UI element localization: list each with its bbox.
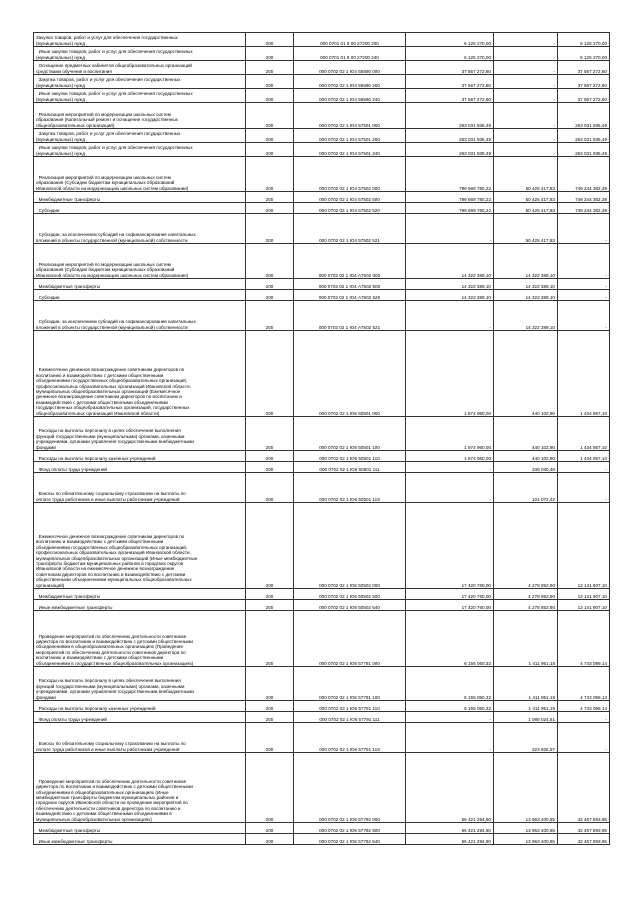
row-unexecuted-amount: 6 125 270,00 [558,47,610,61]
row-name: Ежемесячное денежное вознаграждение советникам директоров по воспитанию и взаимодействию с детскими общественными объединениями государственных общеобразовательных организаций, профессиональных образовательных организаций Ивановской области, муниципальных общеобразовательных организаций (Ежемесячное денежное вознаграждение советникам директоров по воспитанию и взаимодействию с детскими общественными объединениями государственных общеобразовательных организаций, государственных общеобразовательных организаций Ивановской области) [34,331,246,417]
row-executed-amount: 4 278 852,90 [494,503,558,589]
row-executed-amount: 50 425 417,83 [494,214,558,244]
row-approved-amount: 6 155 050,32 [406,701,494,712]
row-approved-amount: 799 669 780,22 [406,157,494,192]
table-row [34,301,610,331]
row-budget-classification-code: 000 0702 02 1 Ю4 57502 521 [294,214,406,244]
row-unexecuted-amount: - [558,712,610,723]
row-unexecuted-amount: 4 743 099,14 [558,667,610,701]
row-budget-classification-code: 000 0701 01 9 00 27200 240 [294,47,406,61]
row-code: 200 [246,723,294,753]
row-approved-amount: - [406,473,494,503]
row-executed-amount: - [494,75,558,89]
row-budget-classification-code: 000 0702 02 1 Ю6 57791 119 [294,723,406,753]
row-executed-amount: 13 963 400,65 [494,823,558,834]
row-name: Межбюджетные трансферты [34,823,246,834]
row-code: 200 [246,244,294,279]
row-code: 200 [246,753,294,823]
row-name: Иные межбюджетные трансферты [34,834,246,845]
table-row [34,143,610,157]
row-budget-classification-code: 000 0702 02 1 Ю4 А7502 521 [294,301,406,331]
row-code: 200 [246,589,294,600]
table-row [34,723,610,753]
row-approved-amount: 14 322 389,10 [406,279,494,290]
row-executed-amount: 323 926,57 [494,723,558,753]
table-body [34,33,610,845]
row-unexecuted-amount: 749 244 362,39 [558,192,610,203]
row-unexecuted-amount: 13 141 907,10 [558,600,610,611]
row-unexecuted-amount: 263 031 935,49 [558,103,610,129]
row-unexecuted-amount: 37 567 272,60 [558,75,610,89]
row-approved-amount: 56 421 294,60 [406,753,494,823]
row-name: Межбюджетные трансферты [34,279,246,290]
table-row [34,129,610,143]
row-executed-amount: 440 102,90 [494,331,558,417]
row-budget-classification-code: 000 0702 02 1 Ю6 50502 500 [294,589,406,600]
row-approved-amount: 37 567 272,60 [406,89,494,103]
row-name: Субсидии [34,290,246,301]
row-budget-classification-code: 000 0702 02 1 Ю4 57502 520 [294,203,406,214]
row-code: 200 [246,667,294,701]
row-code: 200 [246,61,294,75]
table-row [34,473,610,503]
row-budget-classification-code: 000 0702 02 1 Ю4 А7502 500 [294,279,406,290]
row-unexecuted-amount: - [558,301,610,331]
table-row [34,834,610,845]
row-approved-amount: - [406,712,494,723]
row-name: Иные закупки товаров, работ и услуг для обеспечения государственных (муниципальных) нужд [34,143,246,157]
table-row [34,89,610,103]
row-unexecuted-amount: - [558,473,610,503]
row-executed-amount: - [494,143,558,157]
row-budget-classification-code: 000 0702 02 1 Ю4 57501 200 [294,129,406,143]
row-code: 200 [246,192,294,203]
row-unexecuted-amount: 13 141 907,10 [558,503,610,589]
row-name: Проведение мероприятий по обеспечению деятельности советников директора по воспитанию и взаимодействию с детскими общественными объединениями в общеобразовательных организациях (Проведение мероприятий по обеспечению деятельности советников директора по воспитанию и взаимодействию с детскими общественными объединениями в государственных общеобразовательных организациях) [34,611,246,667]
row-name: Фонд оплаты труда учреждений [34,462,246,473]
table-row [34,75,610,89]
row-executed-amount: 14 322 389,10 [494,279,558,290]
row-name: Проведение мероприятий по обеспечению деятельности советников директора по воспитанию и взаимодействию с детскими общественными объединениями в общеобразовательных организациях (Иные межбюджетные трансферты бюджетам муниципальных районов и городских округов Ивановской области на проведение мероприятий по обеспечению деятельности советников директора по воспитанию и взаимодействию с детскими общественными объединениями в муниципальных общеобразовательных организациях) [34,753,246,823]
row-executed-amount: 4 278 852,90 [494,589,558,600]
row-budget-classification-code: 000 0701 01 9 00 27200 200 [294,33,406,47]
row-code: 200 [246,712,294,723]
row-name: Оснащение предметных кабинетов общеобразовательных организаций средствами обучения и воспитания [34,61,246,75]
row-approved-amount: 1 874 960,00 [406,331,494,417]
row-budget-classification-code: 000 0702 02 1 Ю4 А7502 000 [294,244,406,279]
row-unexecuted-amount: 37 567 272,60 [558,89,610,103]
row-executed-amount: - [494,47,558,61]
row-budget-classification-code: 000 0702 02 1 Ю4 55590 240 [294,89,406,103]
row-unexecuted-amount: 263 031 935,49 [558,143,610,157]
row-budget-classification-code: 000 0702 02 1 Ю6 57791 100 [294,667,406,701]
row-executed-amount: - [494,89,558,103]
table-row [34,290,610,301]
row-budget-classification-code: 000 0702 02 1 Ю4 57501 000 [294,103,406,129]
row-name: Закупка товаров, работ и услуг для обеспечения государственных (муниципальных) нужд [34,129,246,143]
row-budget-classification-code: 000 0702 02 1 Ю6 57791 110 [294,701,406,712]
row-budget-classification-code: 000 0702 02 1 Ю6 50502 000 [294,503,406,589]
row-budget-classification-code: 000 0702 02 1 Ю4 А7502 520 [294,290,406,301]
table-row [34,203,610,214]
row-unexecuted-amount: 13 141 907,10 [558,589,610,600]
row-unexecuted-amount: 42 457 893,95 [558,753,610,823]
row-name: Расходы на выплаты персоналу казенных учреждений [34,701,246,712]
row-executed-amount: 440 102,90 [494,417,558,451]
row-code: 200 [246,301,294,331]
row-code: 200 [246,290,294,301]
row-approved-amount: 17 420 760,00 [406,589,494,600]
row-executed-amount: 339 030,48 [494,462,558,473]
table-row [34,244,610,279]
table-row [34,503,610,589]
row-executed-amount: 440 102,90 [494,451,558,462]
row-budget-classification-code: 000 0702 02 1 Ю4 57502 500 [294,192,406,203]
row-budget-classification-code: 000 0702 02 1 Ю4 55590 200 [294,75,406,89]
row-name: Ежемесячное денежное вознаграждение советникам директоров по воспитанию и взаимодействию с детскими общественными объединениями государственных общеобразовательных организаций, профессиональных образовательных организаций Ивановской области, муниципальных общеобразовательных организаций (Иные межбюджетные трансферты бюджетам муниципальных районов и городских округов Ивановской области на ежемесячное денежное вознаграждение советникам директоров по воспитанию и взаимодействию с детскими общественными объединениями муниципальных общеобразовательных организаций) [34,503,246,589]
table-row [34,214,610,244]
row-budget-classification-code: 000 0702 02 1 Ю6 50502 540 [294,600,406,611]
table-row [34,33,610,47]
row-approved-amount: 6 155 050,32 [406,667,494,701]
row-name: Субсидии, за исключением субсидий на софинансирование капитальных вложений в объекты государственной (муниципальной) собственности [34,214,246,244]
row-budget-classification-code: 000 0702 02 1 Ю4 57502 000 [294,157,406,192]
row-budget-classification-code: 000 0702 02 1 Ю6 50501 111 [294,462,406,473]
row-budget-classification-code: 000 0702 02 1 Ю6 50501 000 [294,331,406,417]
table-row [34,451,610,462]
row-executed-amount: 50 425 417,83 [494,192,558,203]
row-code: 200 [246,701,294,712]
row-executed-amount: 1 411 951,18 [494,611,558,667]
row-budget-classification-code: 000 0702 02 1 Ю6 57792 500 [294,823,406,834]
table-row [34,417,610,451]
row-approved-amount: 14 322 389,10 [406,290,494,301]
row-unexecuted-amount: 1 434 857,10 [558,417,610,451]
row-code: 200 [246,417,294,451]
row-code: 200 [246,129,294,143]
row-approved-amount: 1 874 960,00 [406,417,494,451]
row-name: Взносы по обязательному социальному страхованию на выплаты по оплате труда работников и иные выплаты работникам учреждений [34,723,246,753]
row-executed-amount: 101 072,42 [494,473,558,503]
row-name: Закупка товаров, работ и услуг для обеспечения государственных (муниципальных) нужд [34,33,246,47]
row-executed-amount: 14 322 389,10 [494,244,558,279]
row-unexecuted-amount: 6 125 270,00 [558,33,610,47]
budget-execution-table [33,32,610,845]
row-name: Реализация мероприятий по модернизации школьных систем образования (Капитальный ремонт и оснащение государственных общеобразовательных организаций) [34,103,246,129]
row-executed-amount: 50 425 417,83 [494,157,558,192]
row-executed-amount: 1 411 951,18 [494,701,558,712]
row-unexecuted-amount: 749 244 362,39 [558,157,610,192]
row-executed-amount: 1 088 024,61 [494,712,558,723]
row-unexecuted-amount: 263 031 935,49 [558,129,610,143]
row-code: 200 [246,143,294,157]
row-approved-amount: 6 155 050,32 [406,611,494,667]
row-unexecuted-amount: 42 457 893,95 [558,823,610,834]
row-code: 200 [246,823,294,834]
row-budget-classification-code: 000 0702 02 1 Ю6 50501 119 [294,473,406,503]
table-row [34,611,610,667]
row-approved-amount: 56 421 294,60 [406,834,494,845]
row-unexecuted-amount: 4 743 099,14 [558,701,610,712]
row-code: 200 [246,33,294,47]
row-approved-amount: 263 031 935,49 [406,103,494,129]
row-approved-amount: 56 421 294,60 [406,823,494,834]
row-name: Реализация мероприятий по модернизации школьных систем образования (Субсидии бюджетам муниципальных образований Ивановской области на модернизацию школьных систем образования) [34,244,246,279]
row-code: 200 [246,47,294,61]
row-code: 200 [246,473,294,503]
table-row [34,600,610,611]
row-approved-amount: 263 031 935,49 [406,129,494,143]
row-code: 200 [246,89,294,103]
row-unexecuted-amount: - [558,462,610,473]
row-approved-amount: 1 874 960,00 [406,451,494,462]
row-executed-amount: 14 322 389,10 [494,290,558,301]
row-approved-amount: - [406,723,494,753]
row-approved-amount: 17 420 760,00 [406,600,494,611]
row-executed-amount: 1 411 951,18 [494,667,558,701]
row-code: 200 [246,203,294,214]
row-name: Реализация мероприятий по модернизации школьных систем образования (Субсидии бюджетам муниципальных образований Ивановской области на модернизацию школьных систем образования) [34,157,246,192]
row-budget-classification-code: 000 0702 02 1 Ю6 57791 111 [294,712,406,723]
row-approved-amount: 263 031 935,49 [406,143,494,157]
row-code: 200 [246,451,294,462]
row-name: Фонд оплаты труда учреждений [34,712,246,723]
row-code: 200 [246,279,294,290]
budget-report-page [33,32,609,845]
row-code: 200 [246,214,294,244]
row-unexecuted-amount: - [558,279,610,290]
row-code: 200 [246,834,294,845]
row-name: Иные закупки товаров, работ и услуг для обеспечения государственных (муниципальных) нужд [34,89,246,103]
row-code: 200 [246,611,294,667]
row-budget-classification-code: 000 0702 02 1 Ю4 55590 000 [294,61,406,75]
row-name: Расходы на выплаты персоналу в целях обеспечения выполнения функций государственными (муниципальными) органами, казенными учреждениями, органами управления государственными внебюджетными фондами [34,667,246,701]
row-name: Межбюджетные трансферты [34,589,246,600]
row-code: 200 [246,462,294,473]
table-row [34,61,610,75]
row-executed-amount: - [494,103,558,129]
row-executed-amount: - [494,33,558,47]
row-unexecuted-amount: - [558,723,610,753]
row-unexecuted-amount: - [558,244,610,279]
table-row [34,667,610,701]
row-budget-classification-code: 000 0702 02 1 Ю4 57501 240 [294,143,406,157]
table-row [34,712,610,723]
row-executed-amount: 50 425 417,83 [494,203,558,214]
row-approved-amount: - [406,214,494,244]
row-name: Иные межбюджетные трансферты [34,600,246,611]
row-code: 200 [246,503,294,589]
row-name: Закупка товаров, работ и услуг для обеспечения государственных (муниципальных) нужд [34,75,246,89]
row-approved-amount: - [406,462,494,473]
row-name: Межбюджетные трансферты [34,192,246,203]
row-code: 200 [246,157,294,192]
row-approved-amount: 14 322 389,10 [406,244,494,279]
row-budget-classification-code: 000 0702 02 1 Ю6 57792 540 [294,834,406,845]
row-approved-amount: 37 567 272,60 [406,61,494,75]
row-unexecuted-amount: 1 434 857,10 [558,331,610,417]
row-executed-amount: 13 963 400,65 [494,753,558,823]
row-approved-amount: 17 420 760,00 [406,503,494,589]
table-row [34,331,610,417]
row-approved-amount: 799 669 780,22 [406,192,494,203]
row-name: Субсидии, за исключением субсидий на софинансирование капитальных вложений в объекты государственной (муниципальной) собственности [34,301,246,331]
row-name: Расходы на выплаты персоналу в целях обеспечения выполнения функций государственными (муниципальными) органами, казенными учреждениями, органами управления государственными внебюджетными фондами [34,417,246,451]
row-unexecuted-amount: 42 457 893,95 [558,834,610,845]
row-executed-amount: - [494,129,558,143]
table-row [34,823,610,834]
table-row [34,47,610,61]
row-executed-amount: - [494,61,558,75]
table-row [34,279,610,290]
row-approved-amount: 799 669 780,22 [406,203,494,214]
row-name: Расходы на выплаты персоналу казенных учреждений [34,451,246,462]
row-unexecuted-amount: - [558,214,610,244]
row-executed-amount: 4 278 852,90 [494,600,558,611]
row-code: 200 [246,331,294,417]
table-row [34,462,610,473]
row-unexecuted-amount: 4 743 099,14 [558,611,610,667]
row-budget-classification-code: 000 0702 02 1 Ю6 50501 110 [294,451,406,462]
row-unexecuted-amount: 1 434 857,10 [558,451,610,462]
table-row [34,701,610,712]
row-code: 200 [246,75,294,89]
row-budget-classification-code: 000 0702 02 1 Ю6 57792 000 [294,753,406,823]
row-approved-amount: 37 567 272,60 [406,75,494,89]
row-approved-amount: 6 125 270,00 [406,47,494,61]
row-name: Взносы по обязательному социальному страхованию на выплаты по оплате труда работников и иные выплаты работникам учреждений [34,473,246,503]
row-code: 200 [246,103,294,129]
table-row [34,157,610,192]
table-row [34,589,610,600]
row-approved-amount: 6 125 270,00 [406,33,494,47]
row-name: Иные закупки товаров, работ и услуг для обеспечения государственных (муниципальных) нужд [34,47,246,61]
table-row [34,192,610,203]
row-executed-amount: 14 322 389,10 [494,301,558,331]
row-executed-amount: 13 963 400,65 [494,834,558,845]
table-row [34,103,610,129]
row-budget-classification-code: 000 0702 02 1 Ю6 50501 100 [294,417,406,451]
row-code: 200 [246,600,294,611]
row-name: Субсидии [34,203,246,214]
row-unexecuted-amount: 37 567 272,60 [558,61,610,75]
table-row [34,753,610,823]
row-unexecuted-amount: 749 244 362,39 [558,203,610,214]
row-unexecuted-amount: - [558,290,610,301]
row-approved-amount: - [406,301,494,331]
row-budget-classification-code: 000 0702 02 1 Ю6 57791 000 [294,611,406,667]
